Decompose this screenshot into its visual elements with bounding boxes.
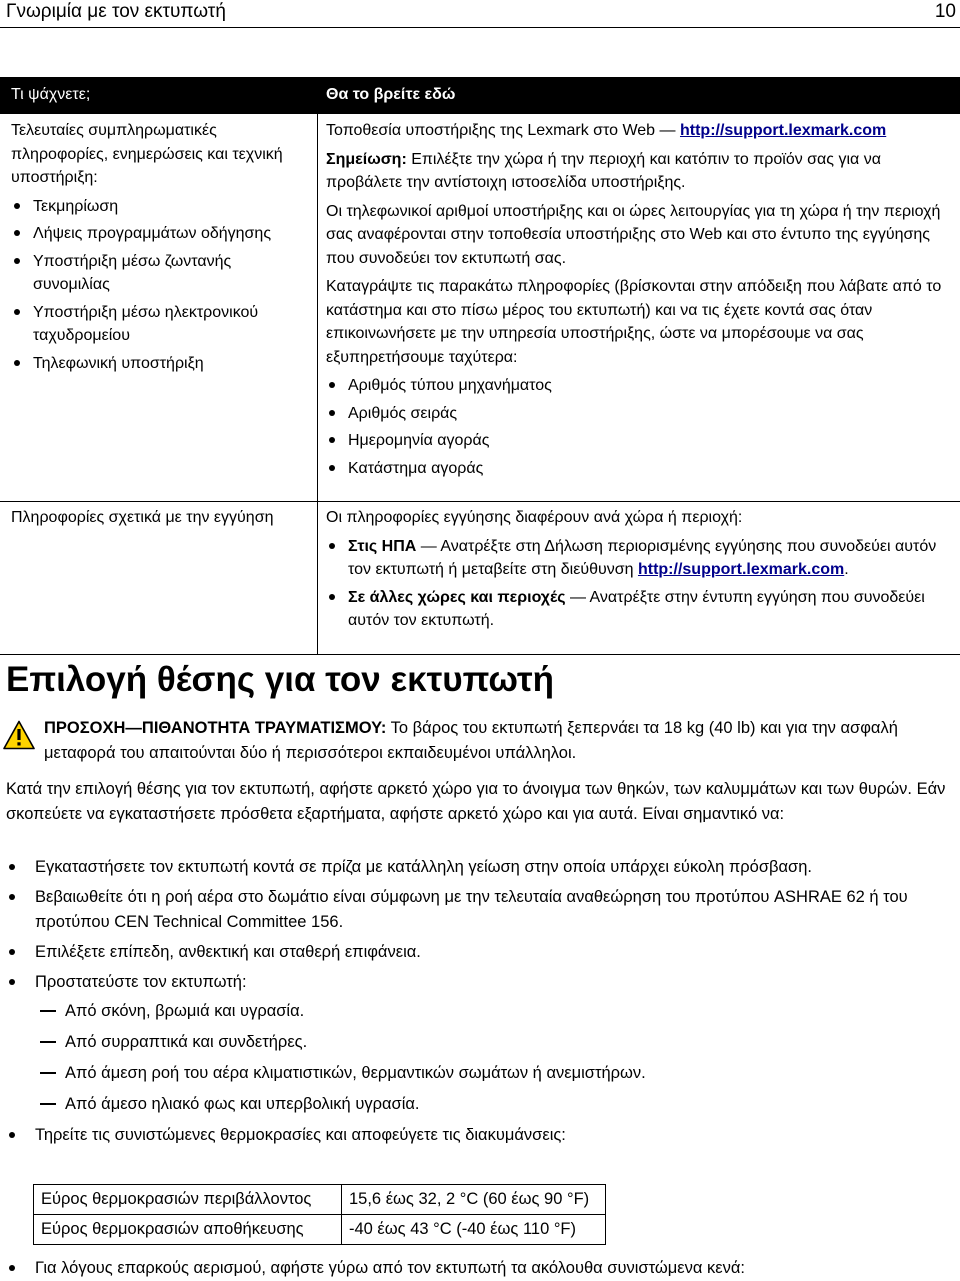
warning-icon <box>3 720 35 750</box>
info-table <box>0 77 960 655</box>
support-note <box>326 148 956 195</box>
support-topics-list <box>11 195 309 376</box>
usa-label: Στις ΗΠΑ <box>348 537 417 555</box>
page-header <box>0 0 960 26</box>
support-location-text: Τοποθεσία υποστήριξης της Lexmark στο Web — <box>326 122 676 139</box>
protect-heading: Προστατεύστε τον εκτυπωτή: <box>35 973 247 991</box>
list-item: Ημερομηνία αγοράς <box>326 429 956 453</box>
list-item: Τηλεφωνική υποστήριξη <box>11 352 309 376</box>
list-item: Τηρείτε τις συνιστώμενες θερμοκρασίες και αποφεύγετε τις διακυμάνσεις: <box>0 1123 960 1148</box>
header-rule <box>0 27 960 28</box>
record-items-list <box>326 374 956 480</box>
temp-label: Εύρος θερμοκρασιών περιβάλλοντος <box>34 1185 342 1215</box>
header-title: Γνωριμία με τον εκτυπωτή <box>6 1 226 22</box>
sublist-item: Από άμεση ροή του αέρα κλιματιστικών, θερμαντικών σωμάτων ή ανεμιστήρων. <box>35 1061 960 1086</box>
placement-requirements-list <box>0 855 960 1153</box>
temp-label: Εύρος θερμοκρασιών αποθήκευσης <box>34 1215 342 1245</box>
warranty-support-link[interactable]: http://support.lexmark.com <box>637 561 845 578</box>
support-topics-cell <box>0 114 318 501</box>
protect-sublist <box>35 999 960 1117</box>
list-item: Βεβαιωθείτε ότι η ροή αέρα στο δωμάτιο είναι σύμφωνη με την τελευταία αναθεώρηση του προτύπου ASHRAE 62 ή του προτύπου CEN Technical Committee 156. <box>0 885 960 935</box>
table-row-warranty <box>0 502 960 655</box>
phone-info: Οι τηλεφωνικοί αριθμοί υποστήριξης και οι ώρες λειτουργίας για τη χώρα ή την περιοχή σας αναφέρονται στην τοποθεσία υποστήριξης στο Web και στο έντυπο της εγγύησης που συνοδεύει τον εκτυπωτή σας. <box>326 202 941 267</box>
caution-text: Το βάρος του εκτυπωτή ξεπερνάει τα 18 kg (40 lb) και για την ασφαλή μεταφορά του απαιτούνται δύο ή περισσότεροι εκπαιδευμένοι υπάλληλοι. <box>44 719 898 762</box>
table-header-row <box>0 77 960 114</box>
section-title: Επιλογή θέσης για τον εκτυπωτή <box>6 660 554 699</box>
warranty-info-cell <box>318 502 960 654</box>
note-text: Επιλέξτε την χώρα ή την περιοχή και κατόπιν το προϊόν σας για να προβάλετε την αντίστοιχη ιστοσελίδα υποστήριξης. <box>326 150 881 191</box>
list-item: Κατάστημα αγοράς <box>326 457 956 481</box>
list-item <box>0 970 960 1117</box>
bullet-dot <box>9 1265 15 1271</box>
support-location-cell <box>318 114 960 501</box>
record-info: Καταγράψτε τις παρακάτω πληροφορίες (βρίσκονται στην απόδειξη που λάβατε από το κατάστημα και στο πίσω μέρος του εκτυπωτή) και να τις έχετε κοντά σας όταν επικοινωνήσετε με την υπηρεσία υποστήριξης, ώστε να μπορέσουμε να σας εξυπηρετήσουμε ταχύτερα: <box>326 278 942 366</box>
caution-text-block <box>44 716 956 766</box>
temp-value: -40 έως 43 °C (-40 έως 110 °F) <box>342 1215 606 1245</box>
warranty-intro: Οι πληροφορίες εγγύησης διαφέρουν ανά χώρα ή περιοχή: <box>326 509 743 526</box>
support-link[interactable]: http://support.lexmark.com <box>679 122 887 139</box>
temperature-table <box>33 1184 606 1245</box>
table-row <box>34 1215 606 1245</box>
list-item: Υποστήριξη μέσω ηλεκτρονικού ταχυδρομείου <box>11 301 309 348</box>
page-number: 10 <box>934 1 956 22</box>
table-row-support <box>0 114 960 502</box>
list-item: Αριθμός τύπου μηχανήματος <box>326 374 956 398</box>
support-location <box>326 119 956 143</box>
other-countries-text: — Ανατρέξτε στην έντυπη εγγύηση που συνοδεύει αυτόν τον εκτυπωτή. <box>348 588 925 629</box>
temp-value: 15,6 έως 32, 2 °C (60 έως 90 °F) <box>342 1185 606 1215</box>
body-paragraph: Κατά την επιλογή θέσης για τον εκτυπωτή, αφήστε αρκετό χώρο για το άνοιγμα των θηκών, των καλυμμάτων και των θυρών. Εάν σκοπεύετε να εγκαταστήσετε πρόσθετα εξαρτήματα, αφήστε αρκετό χώρο και για αυτά. Είναι σημαντικό να: <box>6 780 946 823</box>
warranty-list <box>326 535 956 633</box>
warranty-label-cell: Πληροφορίες σχετικά με την εγγύηση <box>0 502 318 654</box>
sublist-item: Από άμεσο ηλιακό φως και υπερβολική υγρασία. <box>35 1092 960 1117</box>
col-header-what: Τι ψάχνετε; <box>11 86 91 103</box>
list-item: Αριθμός σειράς <box>326 402 956 426</box>
other-countries-label: Σε άλλες χώρες και περιοχές <box>348 588 566 606</box>
note-label: Σημείωση: <box>326 150 407 168</box>
list-item <box>326 535 956 582</box>
list-item <box>326 586 956 633</box>
list-item: Υποστήριξη μέσω ζωντανής συνομιλίας <box>11 250 309 297</box>
sublist-item: Από σκόνη, βρωμιά και υγρασία. <box>35 999 960 1024</box>
usa-end: . <box>844 561 849 578</box>
list-item: Λήψεις προγραμμάτων οδήγησης <box>11 222 309 246</box>
usa-text: — Ανατρέξτε στη Δήλωση περιορισμένης εγγύησης που συνοδεύει αυτόν τον εκτυπωτή ή μεταβείτε στη διεύθυνση <box>348 537 937 578</box>
support-intro: Τελευταίες συμπληρωματικές πληροφορίες, ενημερώσεις και τεχνική υποστήριξη: <box>11 122 283 186</box>
list-item: Επιλέξετε επίπεδη, ανθεκτική και σταθερή επιφάνεια. <box>0 940 960 965</box>
list-item: Τεκμηρίωση <box>11 195 309 219</box>
list-item: Εγκαταστήσετε τον εκτυπωτή κοντά σε πρίζα με κατάλληλη γείωση στην οποία υπάρχει εύκολη πρόσβαση. <box>0 855 960 880</box>
table-row <box>34 1185 606 1215</box>
caution-label: ΠΡΟΣΟΧΗ—ΠΙΘΑΝΟΤΗΤΑ ΤΡΑΥΜΑΤΙΣΜΟΥ: <box>44 719 387 737</box>
body-paragraph-block <box>6 777 956 827</box>
sublist-item: Από συρραπτικά και συνδετήρες. <box>35 1030 960 1055</box>
ventilation-text: Για λόγους επαρκούς αερισμού, αφήστε γύρω από τον εκτυπωτή τα ακόλουθα συνιστώμενα κενά: <box>35 1259 745 1277</box>
col-header-where: Θα το βρείτε εδώ <box>326 86 456 103</box>
